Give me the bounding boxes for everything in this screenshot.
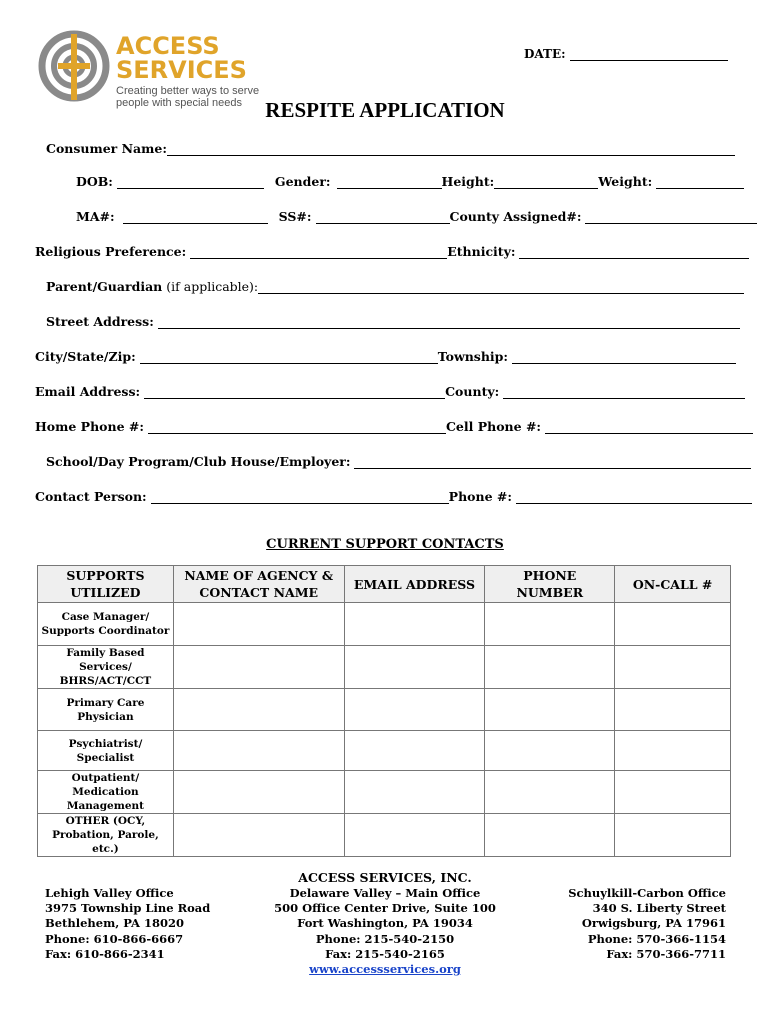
on-call-cell[interactable] xyxy=(615,731,731,771)
on-call-cell[interactable] xyxy=(615,814,731,857)
row-label-line: BHRS/ACT/CCT xyxy=(59,675,152,687)
ma-field[interactable] xyxy=(123,210,268,224)
dob-field[interactable] xyxy=(117,175,264,189)
date-field xyxy=(524,47,728,61)
row-label-line: Supports Coordinator xyxy=(41,625,170,637)
phone-field[interactable] xyxy=(516,490,752,504)
agency-cell[interactable] xyxy=(173,731,344,771)
weight-field[interactable] xyxy=(656,175,744,189)
office-phone: Phone: 570-366-1154 xyxy=(587,931,726,946)
table-row xyxy=(38,771,731,814)
township-field[interactable] xyxy=(512,350,736,364)
footer-company-name: ACCESS SERVICES, INC. xyxy=(298,870,472,885)
office-name: Delaware Valley – Main Office xyxy=(289,886,481,900)
email-cell[interactable] xyxy=(344,689,485,731)
row-label-family-based xyxy=(38,646,174,689)
phone-cell[interactable] xyxy=(485,731,615,771)
ma-row xyxy=(76,209,757,224)
email-cell[interactable] xyxy=(344,646,485,689)
weight-label: Weight: xyxy=(598,174,653,189)
phone-cell[interactable] xyxy=(485,689,615,731)
col-supports-line1: SUPPORTS xyxy=(66,568,145,583)
row-label-line: Management xyxy=(66,800,145,812)
on-call-cell[interactable] xyxy=(615,771,731,814)
office-street: 3975 Township Line Road xyxy=(45,901,211,916)
row-label-line: Medication xyxy=(72,786,139,798)
office-city: Orwigsburg, PA 17961 xyxy=(581,916,726,931)
support-contacts-table xyxy=(37,565,731,857)
table-row xyxy=(38,731,731,771)
logo-line-services: SERVICES xyxy=(116,56,247,84)
office-city: Fort Washington, PA 19034 xyxy=(297,916,473,931)
religious-preference-field[interactable] xyxy=(190,245,447,259)
row-label-primary-care xyxy=(38,689,174,731)
col-phone-number: PHONE NUMBER xyxy=(485,566,615,603)
email-cell[interactable] xyxy=(344,603,485,646)
row-label-line: Family Based Services/ xyxy=(66,647,145,673)
parent-guardian-row xyxy=(46,279,744,294)
street-address-label: Street Address: xyxy=(46,314,154,329)
dob-row xyxy=(76,174,744,189)
contact-person-row xyxy=(35,489,752,504)
row-label-line: Specialist xyxy=(76,751,135,764)
email-address-label: Email Address: xyxy=(35,384,141,399)
cell-phone-field[interactable] xyxy=(545,420,753,434)
col-email-address: EMAIL ADDRESS xyxy=(344,566,485,603)
website-link[interactable]: www.accessservices.org xyxy=(309,962,461,977)
office-phone: Phone: 610-866-6667 xyxy=(45,931,184,946)
height-field[interactable] xyxy=(494,175,598,189)
contact-person-label: Contact Person: xyxy=(35,489,147,504)
date-label: DATE: xyxy=(524,47,566,61)
phone-row xyxy=(35,419,753,434)
school-row xyxy=(46,454,751,469)
office-name: Lehigh Valley Office xyxy=(45,886,174,900)
table-row xyxy=(38,814,731,857)
height-label: Height: xyxy=(441,174,495,189)
ethnicity-label: Ethnicity: xyxy=(447,244,516,259)
office-schuylkill-carbon xyxy=(568,886,726,962)
school-label: School/Day Program/Club House/Employer: xyxy=(46,454,351,469)
row-label-line: Outpatient/ xyxy=(71,772,140,784)
contact-person-field[interactable] xyxy=(151,490,449,504)
col-agency-line2: CONTACT NAME xyxy=(199,585,319,600)
email-row xyxy=(35,384,745,399)
cell-phone-label: Cell Phone #: xyxy=(445,419,542,434)
consumer-name-field[interactable] xyxy=(167,142,735,156)
consumer-name-label: Consumer Name: xyxy=(46,141,167,156)
col-on-call: ON-CALL # xyxy=(615,566,731,603)
gender-label: Gender: xyxy=(274,174,331,189)
logo-line-access: ACCESS xyxy=(116,32,220,60)
consumer-name-row xyxy=(46,141,735,156)
phone-cell[interactable] xyxy=(485,603,615,646)
ss-field[interactable] xyxy=(316,210,450,224)
row-label-psychiatrist xyxy=(38,731,174,771)
office-fax: Fax: 215-540-2165 xyxy=(325,946,445,961)
logo-tagline-2: people with special needs xyxy=(116,97,242,109)
email-cell[interactable] xyxy=(344,731,485,771)
home-phone-label: Home Phone #: xyxy=(35,419,144,434)
phone-cell[interactable] xyxy=(485,814,615,857)
county-assigned-label: County Assigned#: xyxy=(449,209,582,224)
row-label-line: Psychiatrist/ xyxy=(68,737,143,750)
row-label-line: Primary Care Physician xyxy=(66,696,145,723)
ethnicity-field[interactable] xyxy=(519,245,749,259)
dob-label: DOB: xyxy=(76,174,113,189)
religious-preference-label: Religious Preference: xyxy=(35,244,187,259)
street-address-field[interactable] xyxy=(158,315,740,329)
table-row xyxy=(38,646,731,689)
agency-cell[interactable] xyxy=(173,814,344,857)
agency-cell[interactable] xyxy=(173,771,344,814)
email-address-field[interactable] xyxy=(144,385,445,399)
email-cell[interactable] xyxy=(344,814,485,857)
parent-guardian-field[interactable] xyxy=(258,280,744,294)
street-address-row xyxy=(46,314,740,329)
row-label-case-manager xyxy=(38,603,174,646)
county-field[interactable] xyxy=(503,385,745,399)
parent-guardian-note: (if applicable): xyxy=(166,279,259,294)
ss-label: SS#: xyxy=(278,209,312,224)
ma-label: MA#: xyxy=(76,209,115,224)
table-header-row xyxy=(38,566,731,603)
office-fax: Fax: 570-366-7711 xyxy=(606,946,726,961)
agency-cell[interactable] xyxy=(173,646,344,689)
city-state-zip-label: City/State/Zip: xyxy=(35,349,136,364)
section-title-support-contacts: CURRENT SUPPORT CONTACTS xyxy=(266,537,504,552)
city-state-zip-field[interactable] xyxy=(140,350,438,364)
office-name: Schuylkill-Carbon Office xyxy=(568,886,726,900)
on-call-cell[interactable] xyxy=(615,603,731,646)
religion-row xyxy=(35,244,749,259)
date-input-line[interactable] xyxy=(570,48,728,61)
row-label-line: Probation, Parole, etc.) xyxy=(52,829,159,855)
agency-cell[interactable] xyxy=(173,689,344,731)
office-street: 340 S. Liberty Street xyxy=(592,901,726,916)
gender-field[interactable] xyxy=(337,175,442,189)
col-agency-line1: NAME OF AGENCY & xyxy=(184,568,334,583)
on-call-cell[interactable] xyxy=(615,646,731,689)
on-call-cell[interactable] xyxy=(615,689,731,731)
parent-guardian-label: Parent/Guardian xyxy=(46,279,163,294)
row-label-other xyxy=(38,814,174,857)
email-cell[interactable] xyxy=(344,771,485,814)
phone-cell[interactable] xyxy=(485,646,615,689)
office-city: Bethlehem, PA 18020 xyxy=(45,916,184,931)
office-phone: Phone: 215-540-2150 xyxy=(315,931,455,946)
township-label: Township: xyxy=(437,349,509,364)
row-label-line: Case Manager/ xyxy=(61,611,150,623)
office-street: 500 Office Center Drive, Suite 100 xyxy=(274,901,496,916)
county-assigned-field[interactable] xyxy=(585,210,757,224)
county-label: County: xyxy=(445,384,500,399)
col-agency-contact xyxy=(173,566,344,603)
page-title: RESPITE APPLICATION xyxy=(265,98,505,122)
logo-target-icon xyxy=(38,30,112,104)
phone-cell[interactable] xyxy=(485,771,615,814)
row-label-line: OTHER (OCY, xyxy=(65,815,146,827)
office-fax: Fax: 610-866-2341 xyxy=(45,946,165,961)
city-row xyxy=(35,349,736,364)
row-label-outpatient xyxy=(38,771,174,814)
col-supports-line2: UTILIZED xyxy=(70,585,141,600)
table-row xyxy=(38,689,731,731)
col-supports-utilized xyxy=(38,566,174,603)
home-phone-field[interactable] xyxy=(148,420,446,434)
table-row xyxy=(38,603,731,646)
school-field[interactable] xyxy=(354,455,751,469)
agency-cell[interactable] xyxy=(173,603,344,646)
phone-label: Phone #: xyxy=(448,489,512,504)
logo-tagline-1: Creating better ways to serve xyxy=(116,85,260,97)
